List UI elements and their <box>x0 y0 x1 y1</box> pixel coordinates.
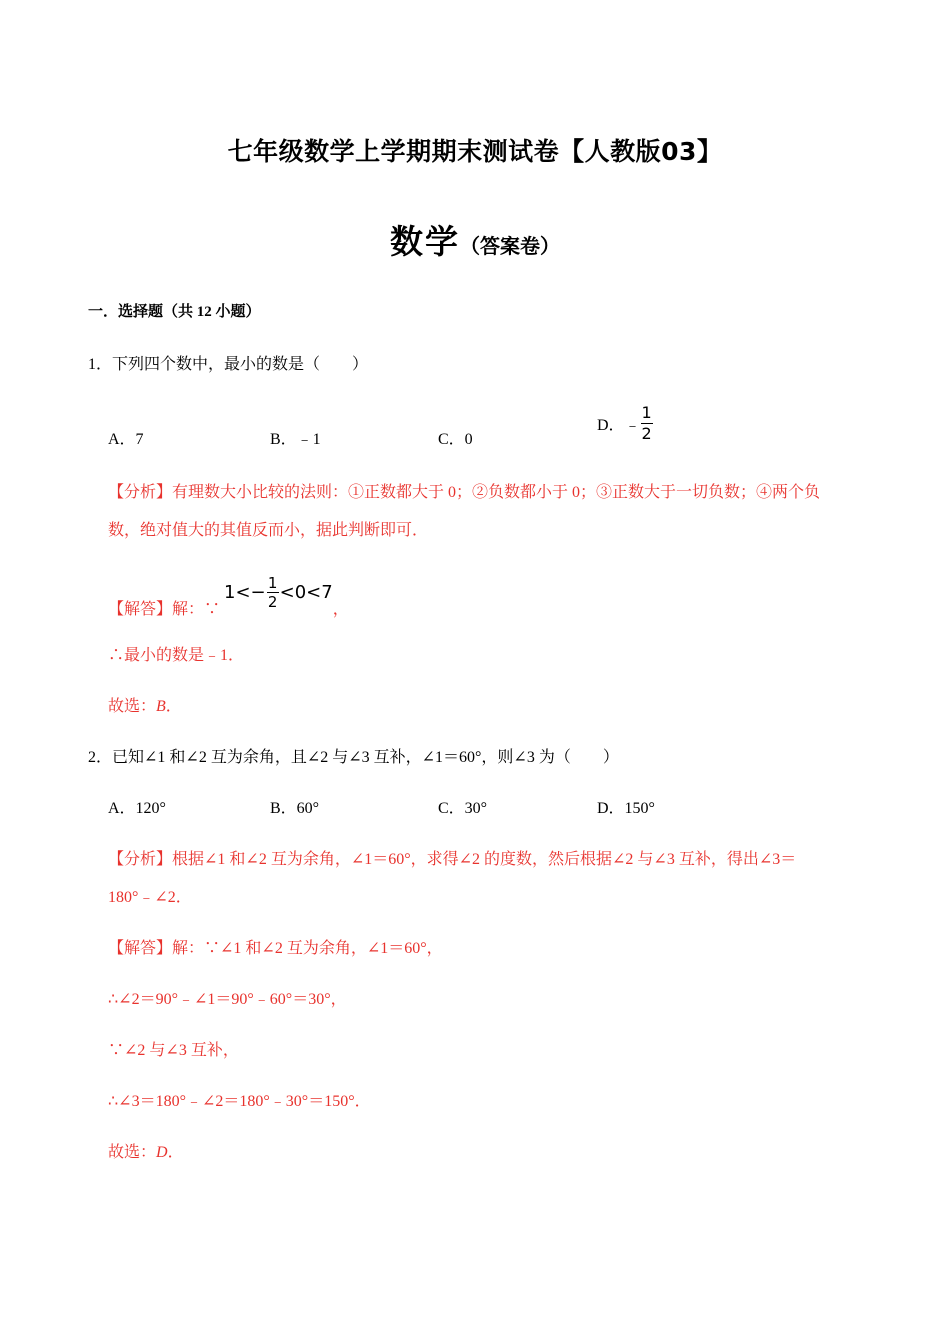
ineq-part-b: <0<7 <box>279 582 333 603</box>
q2-choose-answer: D <box>156 1144 168 1161</box>
q2-option-b: B．60° <box>270 800 320 817</box>
fraction-numerator: 1 <box>641 403 652 422</box>
subject-heading <box>0 216 950 263</box>
q1-solution-inequality <box>224 575 333 610</box>
q1-choose-answer: B <box>156 698 166 715</box>
q1-solution-prefix: 【解答】解：∵ <box>108 601 221 618</box>
q2-analysis-line2: 180°﹣∠2． <box>108 889 192 906</box>
q2-solution-line1: 【解答】解：∵∠1 和∠2 互为余角，∠1＝60°， <box>108 940 443 957</box>
q2-option-c: C．30° <box>438 800 488 817</box>
subject-char-1: 数 <box>390 222 425 261</box>
q1-stem: 1．下列四个数中，最小的数是（ ） <box>88 356 369 373</box>
q2-choose <box>108 1139 184 1162</box>
q1-choose-prefix: 故选： <box>108 698 157 715</box>
q2-solution-line3: ∵∠2 与∠3 互补， <box>108 1042 239 1059</box>
subject-subtitle: （答案卷） <box>460 234 560 258</box>
q1-choose <box>108 693 182 716</box>
q2-solution-line4: ∴∠3＝180°﹣∠2＝180°﹣30°＝150°． <box>108 1093 371 1110</box>
q2-stem: 2．已知∠1 和∠2 互为余角，且∠2 与∠3 互补，∠1＝60°，则∠3 为（ ） <box>88 749 619 766</box>
q1-solution <box>108 566 349 619</box>
ineq-fraction <box>267 575 279 610</box>
q1-option-d-label: D．﹣ <box>597 417 641 434</box>
ineq-part-a: 1<− <box>224 582 266 603</box>
q1-analysis-line2: 数，绝对值大的其值反而小，据此判断即可． <box>108 522 429 539</box>
fraction-denominator: 2 <box>641 424 652 443</box>
q2-choose-suffix: ． <box>167 1144 184 1161</box>
q1-option-b: B．﹣1 <box>270 431 321 448</box>
ineq-numerator: 1 <box>267 574 278 592</box>
q1-option-a: A．7 <box>108 431 144 448</box>
ineq-denominator: 2 <box>267 593 278 611</box>
q2-solution-line2: ∴∠2＝90°﹣∠1＝90°﹣60°＝30°， <box>108 991 347 1008</box>
q1-conclusion: ∴最小的数是﹣1． <box>108 647 245 664</box>
q1-solution-suffix: ， <box>332 601 349 618</box>
page-title: 七年级数学上学期期末测试卷【人教版03】 <box>227 137 723 166</box>
subject-char-2: 学 <box>425 222 460 261</box>
q1-option-d-fraction <box>641 404 653 443</box>
q1-choose-suffix: ． <box>165 698 182 715</box>
section-heading: 一．选择题（共 12 小题） <box>88 304 261 320</box>
q1-analysis-line1: 【分析】有理数大小比较的法则：①正数都大于 0；②负数都小于 0；③正数大于一切负数；④两个负 <box>108 484 821 501</box>
q1-option-d <box>597 404 653 443</box>
q2-option-d: D．150° <box>597 800 655 817</box>
q2-analysis-line1: 【分析】根据∠1 和∠2 互为余角，∠1＝60°，求得∠2 的度数，然后根据∠2 与∠3 互补，得出∠3＝ <box>108 851 797 868</box>
q1-option-c: C．0 <box>438 431 473 448</box>
q2-option-a: A．120° <box>108 800 166 817</box>
q2-choose-prefix: 故选： <box>108 1144 157 1161</box>
